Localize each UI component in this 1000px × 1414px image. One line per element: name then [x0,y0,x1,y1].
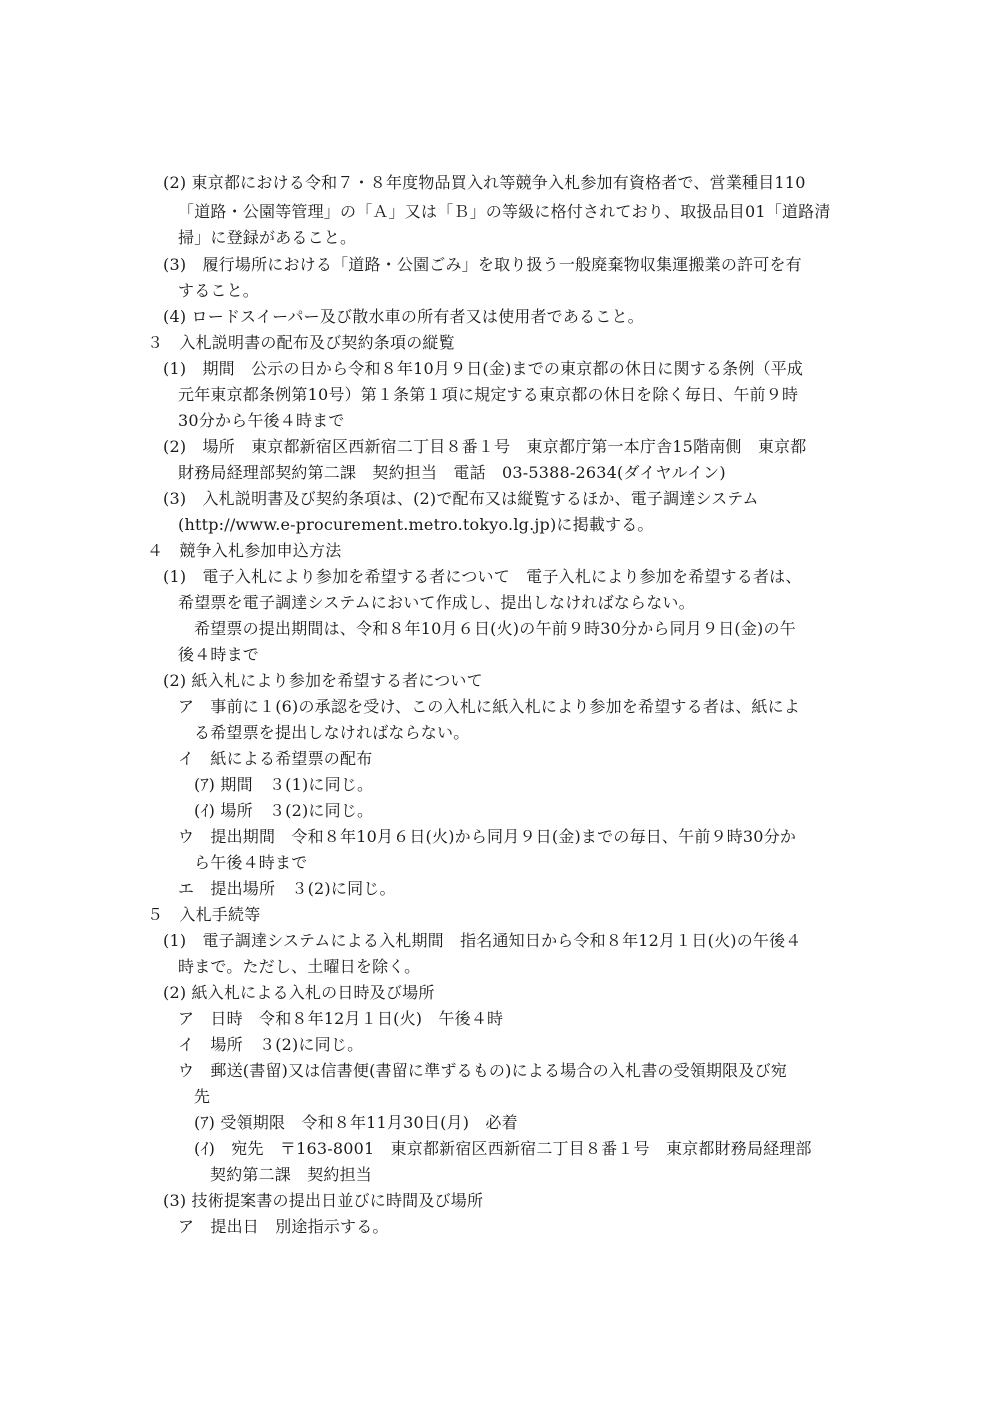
text-line: 財務局経理部契約第二課 契約担当 電話 03-5388-2634(ダイヤルイン) [178,463,726,482]
text-line: (1) 電子入札により参加を希望する者について 電子入札により参加を希望する者は、 [163,567,802,586]
text-line: (2) 紙入札により参加を希望する者について [163,671,483,690]
section-heading-3: ３ 入札説明書の配布及び契約条項の縦覧 [147,333,455,352]
text-line: 先 [194,1087,211,1106]
section-heading-4: ４ 競争入札参加申込方法 [147,541,342,560]
text-line: イ 場所 ３(2)に同じ。 [178,1035,364,1054]
text-line: (2) 東京都における令和７・８年度物品買入れ等競争入札参加有資格者で、営業種目110 [163,173,806,192]
text-line: ア 提出日 別途指示する。 [178,1217,389,1236]
text-line: 30分から午後４時まで [178,411,345,430]
text-line: (4) ロードスイーパー及び散水車の所有者又は使用者であること。 [163,307,644,326]
text-line: (ｲ) 場所 ３(2)に同じ。 [194,801,374,820]
text-line: 掃」に登録があること。 [178,228,357,247]
text-line: (ｱ) 受領期限 令和８年11月30日(月) 必着 [194,1113,518,1132]
text-line: (1) 期間 公示の日から令和８年10月９日(金)までの東京都の休日に関する条例（平成 [163,359,804,378]
text-line: 希望票を電子調達システムにおいて作成し、提出しなければならない。 [178,593,695,612]
text-line: ア 事前に１(6)の承認を受け、この入札に紙入札により参加を希望する者は、紙によ [178,697,801,716]
text-line: イ 紙による希望票の配布 [178,749,373,768]
text-line: 希望票の提出期間は、令和８年10月６日(火)の午前９時30分から同月９日(金)の午 [194,619,796,638]
text-line: (3) 技術提案書の提出日並びに時間及び場所 [163,1191,484,1210]
text-line: 契約第二課 契約担当 [210,1165,373,1184]
text-line: すること。 [178,281,260,300]
text-line: 時まで。ただし、土曜日を除く。 [178,957,421,976]
text-line: ウ 郵送(書留)又は信書便(書留に準ずるもの)による場合の入札書の受領期限及び宛 [178,1061,787,1080]
section-heading-5: ５ 入札手続等 [147,905,261,924]
text-line: (ｱ) 期間 ３(1)に同じ。 [194,775,374,794]
text-line: ア 日時 令和８年12月１日(火) 午後４時 [178,1009,504,1028]
text-line: (3) 履行場所における「道路・公園ごみ」を取り扱う一般廃棄物収集運搬業の許可を有 [163,255,802,274]
text-line: (2) 場所 東京都新宿区西新宿二丁目８番１号 東京都庁第一本庁舎15階南側 東京都 [163,437,807,456]
text-line: 後４時まで [178,645,260,664]
text-line: 元年東京都条例第10号）第１条第１項に規定する東京都の休日を除く毎日、午前９時 [178,385,799,404]
text-line: エ 提出場所 ３(2)に同じ。 [178,879,396,898]
text-line: (2) 紙入札による入札の日時及び場所 [163,983,435,1002]
text-line: 「道路・公園等管理」の「Ａ」又は「Ｂ」の等級に格付されており、取扱品目01「道路清 [178,202,831,221]
text-line: (3) 入札説明書及び契約条項は、(2)で配布又は縦覧するほか、電子調達システム [163,489,759,508]
text-line: る希望票を提出しなければならない。 [194,723,470,742]
text-line: (ｲ) 宛先 〒163-8001 東京都新宿区西新宿二丁目８番１号 東京都財務局経理部 [194,1139,812,1158]
text-line: ウ 提出期間 令和８年10月６日(火)から同月９日(金)までの毎日、午前９時30分か [178,827,797,846]
text-line: (1) 電子調達システムによる入札期間 指名通知日から令和８年12月１日(火)の午後４ [163,931,802,950]
text-line: ら午後４時まで [194,853,308,872]
text-line: (http://www.e-procurement.metro.tokyo.lg.jp)に掲載する。 [178,515,654,534]
